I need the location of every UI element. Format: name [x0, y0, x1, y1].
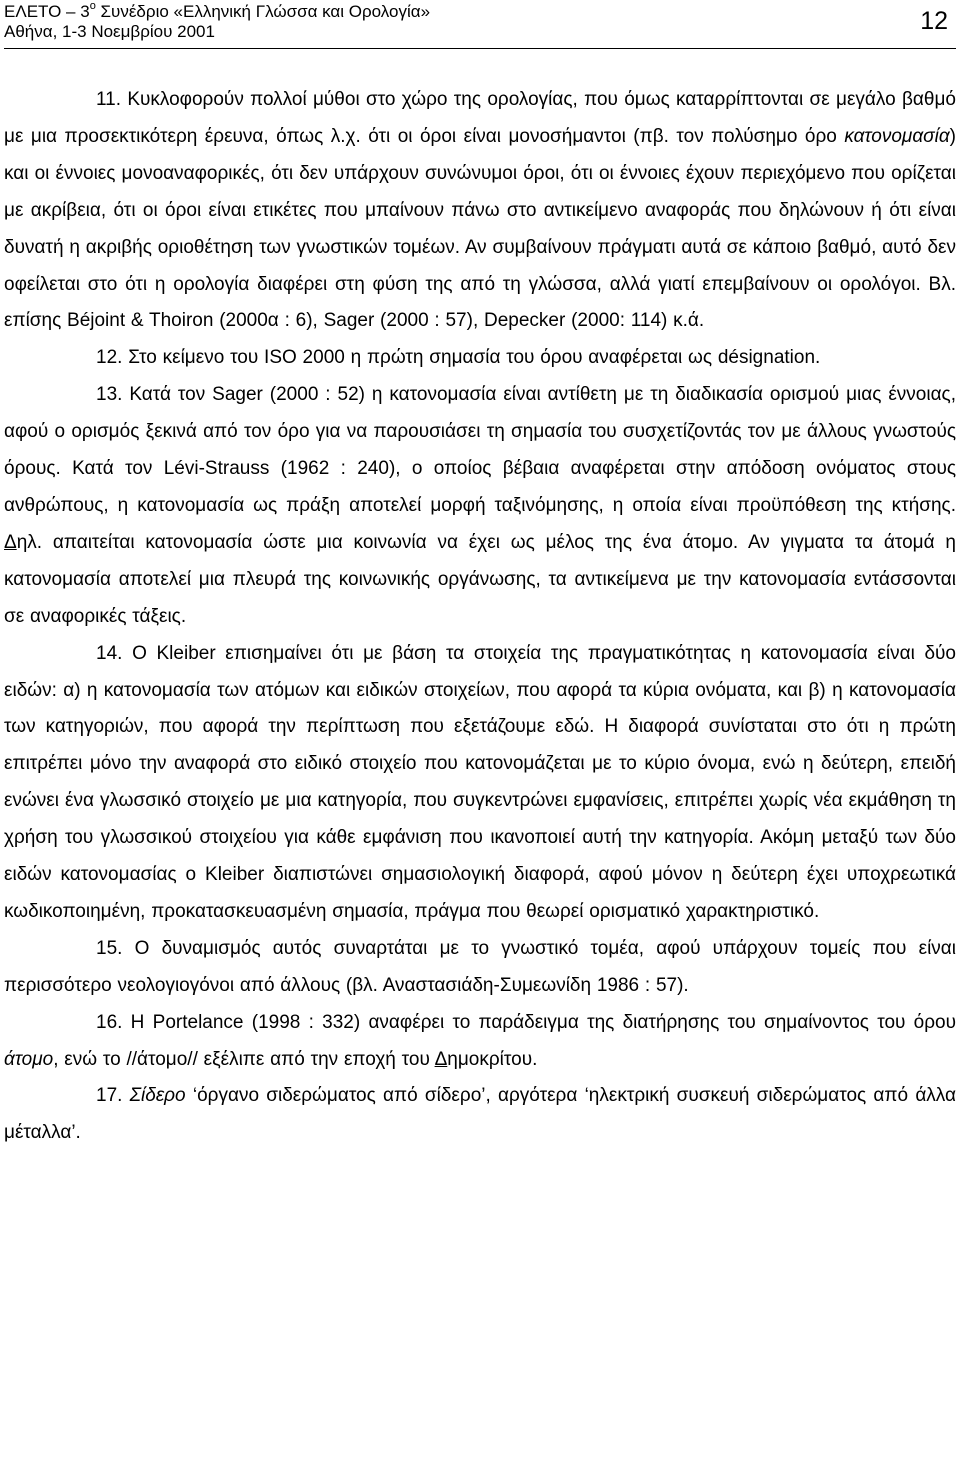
- location-date: Αθήνα, 1-3 Νοεμβρίου 2001: [4, 22, 215, 41]
- endnote-16: [0, 1005, 960, 1079]
- header-divider: [4, 48, 956, 49]
- endnote-underlined-letter: Δ: [4, 531, 17, 553]
- endnote-number: 14.: [96, 642, 123, 664]
- ordinal-superscript: ο: [89, 0, 96, 13]
- endnote-text: Ο Kleiber επισημαίνει ότι με βάση τα στοιχεία της πραγματικότητας η κατονομασία είναι δύο ειδών: α) η κατονομασία των ατόμων και ειδικών στοιχείων, που αφορά τα κύρια ονόματα, και β) η κατονομασία των κατηγοριών, που αφορά την περίπτωση που εξετάζουμε εδώ. Η διαφορά συνίσταται στο ότι η πρώτη επιτρέπει μόνο την αναφορά στο ειδικό στοιχείο που κατονομάζεται με το κύριο όνομα, ενώ η δεύτερη, επειδή ενώνει ένα γλωσσικό στοιχείο με μια κατηγορία, που συγκεντρώνει εμφανίσεις, επιτρέπει χωρίς νέα εκμάθηση τη χρήση του γλωσσικού στοιχείου για κάθε εμφάνιση που ικανοποιεί αυτή την κατηγορία. Ακόμη μεταξύ των δύο ειδών κατονομασίας ο Kleiber διαπιστώνει σημασιολογική διαφορά, αφού μόνον η δεύτερη έχει υποχρεωτικά κωδικοποιημένη, προκατασκευασμένη σημασία, πράγμα που θεωρεί ορισματικό χαρακτηριστικό.: [4, 642, 956, 922]
- endnotes-body: [0, 82, 960, 1152]
- endnote-15: [0, 931, 960, 1005]
- endnote-text: ‘όργανο σιδερώματος από σίδερο’, αργότερα ‘ηλεκτρική συσκευή σιδερώματος από άλλα μέταλλα’.: [4, 1085, 956, 1144]
- endnote-italic-term: άτομο: [4, 1048, 54, 1070]
- endnote-text: , ενώ το //άτομο// εξέλιπε από την εποχή του: [53, 1048, 435, 1070]
- endnote-text: ηλ. απαιτείται κατονομασία ώστε μια κοινωνία να έχει ως μέλος της ένα άτομο. Αν γιγματα τα άτομά η κατονομασία αποτελεί μια πλευρά της κοινωνικής οργάνωσης, τα αντικείμενα με την κατονομασία εντάσσονται σε αναφορικές τάξεις.: [4, 531, 956, 627]
- page-number: 12: [920, 7, 948, 35]
- endnote-number: 12.: [96, 347, 123, 369]
- endnote-text: [122, 1085, 129, 1106]
- endnote-number: 13.: [96, 384, 123, 406]
- endnote-text: Κατά τον Sager (2000 : 52) η κατονομασία είναι αντίθετη με τη διαδικασία ορισμού μιας έννοιας, αφού ο ορισμός ξεκινά από τον όρο για να παρουσιάσει τη σημασία του συσχετίζοντάς τον με άλλους γνωστούς όρους. Κατά τον Lévi-Strauss (1962 : 240), ο οποίος βέβαια αναφέρεται στην απόδοση ονόματος στους ανθρώπους, η κατονομασία ως πράξη αποτελεί μορφή ταξινόμησης, η οποία είναι προϋπόθεση της κτήσης.: [4, 384, 956, 516]
- endnote-17: [0, 1078, 960, 1152]
- endnote-text: Ο δυναμισμός αυτός συναρτάται με το γνωστικό τομέα, αφού υπάρχουν τομείς που είναι περισσότερο νεολογιογόνοι από άλλους (βλ. Αναστασιάδη-Συμεωνίδη 1986 : 57).: [4, 937, 956, 996]
- conference-title: [4, 2, 430, 22]
- endnote-13: [0, 377, 960, 635]
- endnote-14: [0, 636, 960, 931]
- endnote-text: ημοκρίτου.: [447, 1048, 538, 1070]
- endnote-number: 16.: [96, 1011, 123, 1033]
- endnote-text: Κυκλοφορούν πολλοί μύθοι στο χώρο της ορολογίας, που όμως καταρρίπτονται σε μεγάλο βαθμό με μια προσεκτικότερη έρευνα, όπως λ.χ. ότι οι όροι είναι μονοσήμαντοι (πβ. τον πολύσημο όρο: [4, 89, 956, 147]
- endnote-italic-term: κατονομασία: [844, 125, 950, 147]
- endnote-number: 15.: [96, 937, 123, 959]
- page-header: [4, 2, 956, 46]
- endnote-italic-term: Σίδερο: [129, 1085, 186, 1107]
- endnote-text: Στο κείμενο του ISO 2000 η πρώτη σημασία του όρου αναφέρεται ως désignation.: [122, 347, 821, 369]
- conference-title-pre: ΕΛΕΤΟ – 3: [4, 2, 90, 21]
- endnote-text: Η Portelance (1998 : 332) αναφέρει το παράδειγμα της διατήρησης του σημαίνοντος του όρου: [122, 1011, 956, 1033]
- endnote-number: 11.: [96, 89, 122, 110]
- endnote-text: ) και οι έννοιες μονοαναφορικές, ότι δεν υπάρχουν συνώνυμοι όροι, ότι οι έννοιες έχουν περιεχόμενο που ορίζεται με ακρίβεια, ότι οι όροι είναι ετικέτες που μπαίνουν πάνω στο αντικείμενο αναφοράς που δηλώνουν ή ότι είναι δυνατή η ακριβής οριοθέτηση των γνωστικών τομέων. Αν συμβαίνουν πράγματι αυτά σε κάποιο βαθμό, αυτό δεν οφείλεται στο ότι η ορολογία διαφέρει στη φύση της από τη γλώσσα, αλλά γιατί επεμβαίνουν οι ορολόγοι. Βλ. επίσης Béjoint & Thoiron (2000α : 6), Sager (2000 : 57), Depecker (2000: 114) κ.ά.: [4, 125, 956, 332]
- header-conference-info: [4, 2, 430, 42]
- endnote-11: [0, 82, 960, 340]
- endnote-12: [0, 340, 960, 377]
- endnote-number: 17.: [96, 1085, 123, 1107]
- endnote-underlined-letter: Δ: [434, 1048, 448, 1070]
- conference-title-post: Συνέδριο «Ελληνική Γλώσσα και Ορολογία»: [95, 2, 431, 21]
